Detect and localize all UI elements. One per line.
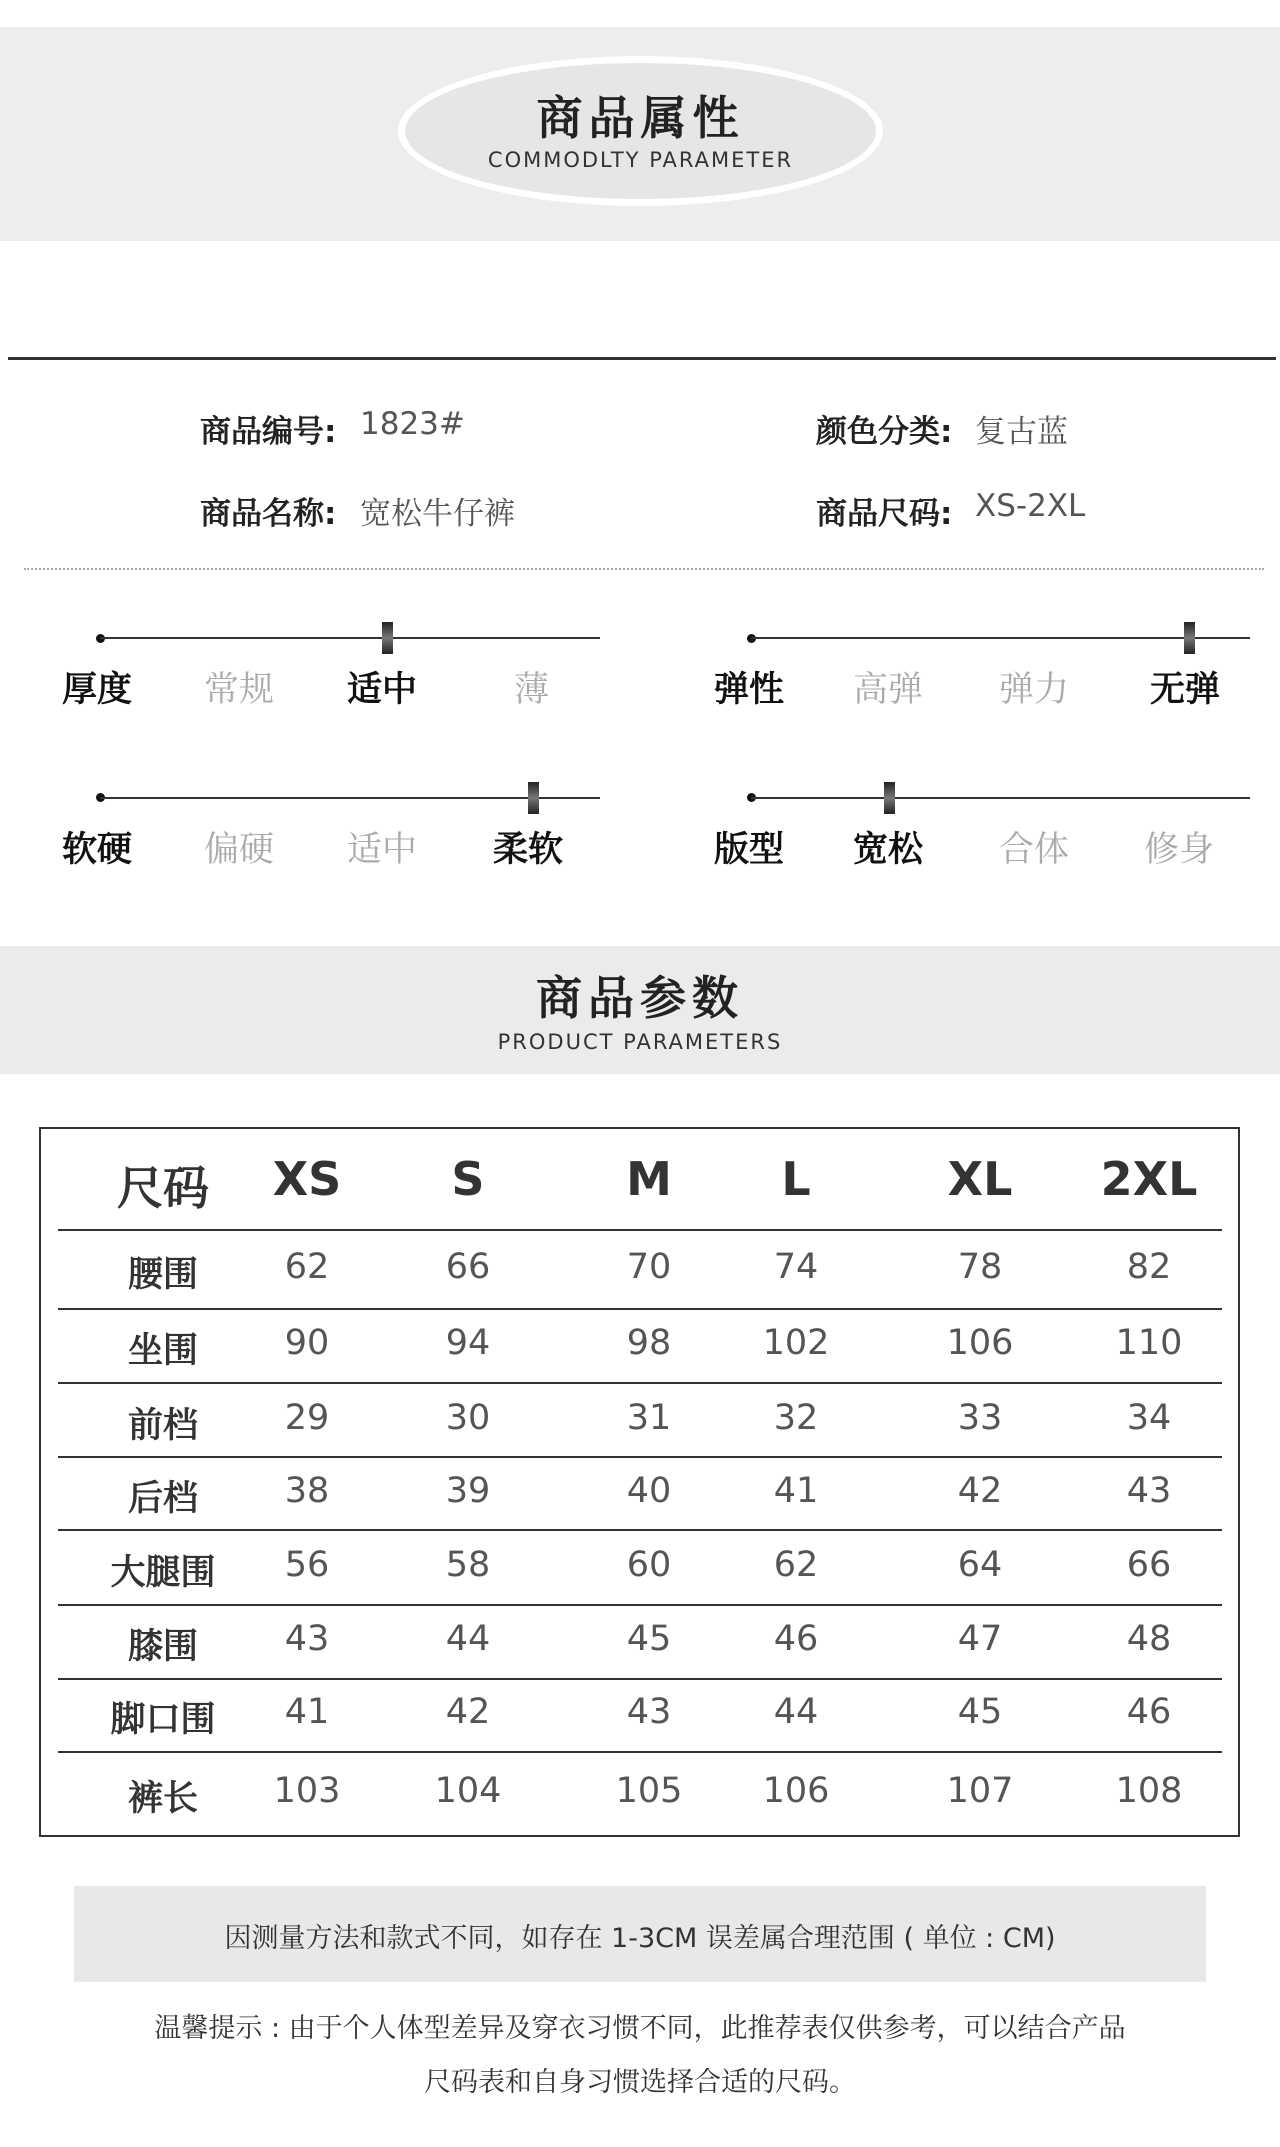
measurement-value: 34 [1126, 1398, 1172, 1438]
measurement-value: 43 [626, 1692, 672, 1732]
size-table-corner: 尺码 [117, 1161, 209, 1215]
section-divider [8, 357, 1276, 360]
measurement-value: 33 [957, 1398, 1003, 1438]
scale-track [100, 797, 600, 799]
table-row-divider [58, 1678, 1222, 1680]
scale-option-selected: 无弹 [1150, 670, 1221, 710]
size-header-cell: M [626, 1152, 672, 1206]
measurement-value: 105 [615, 1771, 683, 1811]
measurement-value: 58 [445, 1545, 491, 1585]
measurement-value: 46 [773, 1619, 819, 1659]
measurement-value: 39 [445, 1471, 491, 1511]
scale-track [751, 797, 1250, 799]
measurement-value: 48 [1126, 1619, 1172, 1659]
measurement-value: 30 [445, 1398, 491, 1438]
table-row-divider [58, 1308, 1222, 1310]
measurement-value: 38 [284, 1471, 330, 1511]
measurement-value: 31 [626, 1398, 672, 1438]
measurement-note-text: 因测量方法和款式不同，如存在 1-3CM 误差属合理范围 ( 单位 : CM) [224, 1923, 1056, 1954]
scale-option: 高弹 [853, 670, 924, 710]
measurement-label: 脚口围 [110, 1700, 216, 1740]
product-code-value: 1823# [360, 406, 465, 442]
measurement-value: 106 [762, 1771, 830, 1811]
measurement-value: 41 [773, 1471, 819, 1511]
scale-marker [884, 782, 895, 814]
table-row-divider [58, 1456, 1222, 1458]
measurement-value: 108 [1115, 1771, 1183, 1811]
attribute-header-title: 商品属性 [536, 91, 745, 145]
measurement-value: 42 [957, 1471, 1003, 1511]
scale-option-selected: 宽松 [853, 830, 924, 870]
scale-option: 弹力 [999, 670, 1070, 710]
measurement-value: 62 [284, 1247, 330, 1287]
measurement-value: 74 [773, 1247, 819, 1287]
measurement-value: 43 [284, 1619, 330, 1659]
measurement-value: 45 [957, 1692, 1003, 1732]
measurement-value: 98 [626, 1323, 672, 1363]
scale-marker [382, 622, 393, 654]
measurement-label: 膝围 [127, 1627, 198, 1667]
product-size-value: XS-2XL [975, 488, 1086, 524]
measurement-value: 41 [284, 1692, 330, 1732]
parameter-header-title: 商品参数 [536, 971, 744, 1025]
color-label: 颜色分类: [816, 414, 953, 450]
scale-option: 常规 [204, 670, 275, 710]
measurement-value: 29 [284, 1398, 330, 1438]
scale-name: 弹性 [714, 670, 785, 710]
product-size-label: 商品尺码: [816, 496, 953, 532]
scale-name: 软硬 [62, 830, 133, 870]
measurement-value: 46 [1126, 1692, 1172, 1732]
table-row-divider [58, 1229, 1222, 1231]
table-row-divider [58, 1751, 1222, 1753]
scale-option: 合体 [999, 830, 1070, 870]
measurement-value: 56 [284, 1545, 330, 1585]
scale-name: 厚度 [62, 670, 133, 710]
measurement-label: 裤长 [127, 1779, 198, 1819]
measurement-value: 64 [957, 1545, 1003, 1585]
scale-marker [1184, 622, 1195, 654]
measurement-label: 坐围 [127, 1331, 198, 1371]
size-header-cell: S [451, 1152, 485, 1206]
measurement-value: 47 [957, 1619, 1003, 1659]
measurement-value: 78 [957, 1247, 1003, 1287]
measurement-value: 102 [762, 1323, 830, 1363]
measurement-value: 45 [626, 1619, 672, 1659]
measurement-value: 66 [445, 1247, 491, 1287]
measurement-value: 106 [946, 1323, 1014, 1363]
measurement-value: 104 [434, 1771, 502, 1811]
product-code-label: 商品编号: [200, 414, 337, 450]
measurement-value: 32 [773, 1398, 819, 1438]
table-row-divider [58, 1529, 1222, 1531]
measurement-value: 62 [773, 1545, 819, 1585]
scale-marker [528, 782, 539, 814]
measurement-value: 70 [626, 1247, 672, 1287]
measurement-value: 82 [1126, 1247, 1172, 1287]
scale-option: 偏硬 [204, 830, 275, 870]
measurement-value: 94 [445, 1323, 491, 1363]
scale-option: 修身 [1144, 830, 1215, 870]
dotted-divider [24, 568, 1264, 570]
table-row-divider [58, 1604, 1222, 1606]
scale-option: 薄 [514, 670, 550, 710]
attribute-header-subtitle: COMMODLTY PARAMETER [487, 148, 794, 172]
scale-option-selected: 柔软 [493, 830, 564, 870]
measurement-value: 107 [946, 1771, 1014, 1811]
color-value: 复古蓝 [975, 414, 1068, 450]
size-header-cell: 2XL [1100, 1152, 1198, 1206]
measurement-label: 腰围 [127, 1255, 198, 1295]
scale-track [100, 637, 600, 639]
measurement-value: 103 [273, 1771, 341, 1811]
measurement-label: 前档 [127, 1406, 198, 1446]
parameter-header-subtitle: PRODUCT PARAMETERS [497, 1030, 783, 1054]
measurement-value: 43 [1126, 1471, 1172, 1511]
measurement-value: 66 [1126, 1545, 1172, 1585]
size-header-cell: L [781, 1152, 811, 1206]
measurement-value: 60 [626, 1545, 672, 1585]
measurement-value: 42 [445, 1692, 491, 1732]
scale-option: 适中 [347, 830, 418, 870]
table-row-divider [58, 1382, 1222, 1384]
product-name-value: 宽松牛仔裤 [360, 496, 515, 532]
scale-name: 版型 [714, 830, 785, 870]
size-header-cell: XS [272, 1152, 342, 1206]
measurement-value: 90 [284, 1323, 330, 1363]
size-header-cell: XL [947, 1152, 1013, 1206]
measurement-value: 44 [445, 1619, 491, 1659]
measurement-value: 110 [1115, 1323, 1183, 1363]
scale-track [751, 637, 1250, 639]
measurement-value: 40 [626, 1471, 672, 1511]
tip-text-line-1: 温馨提示 : 由于个人体型差异及穿衣习惯不同，此推荐表仅供参考，可以结合产品 [154, 2013, 1126, 2044]
tip-text-line-2: 尺码表和自身习惯选择合适的尺码。 [424, 2067, 856, 2098]
measurement-value: 44 [773, 1692, 819, 1732]
measurement-label: 大腿围 [110, 1553, 216, 1593]
measurement-label: 后档 [127, 1479, 198, 1519]
product-name-label: 商品名称: [200, 496, 337, 532]
scale-option-selected: 适中 [347, 670, 418, 710]
